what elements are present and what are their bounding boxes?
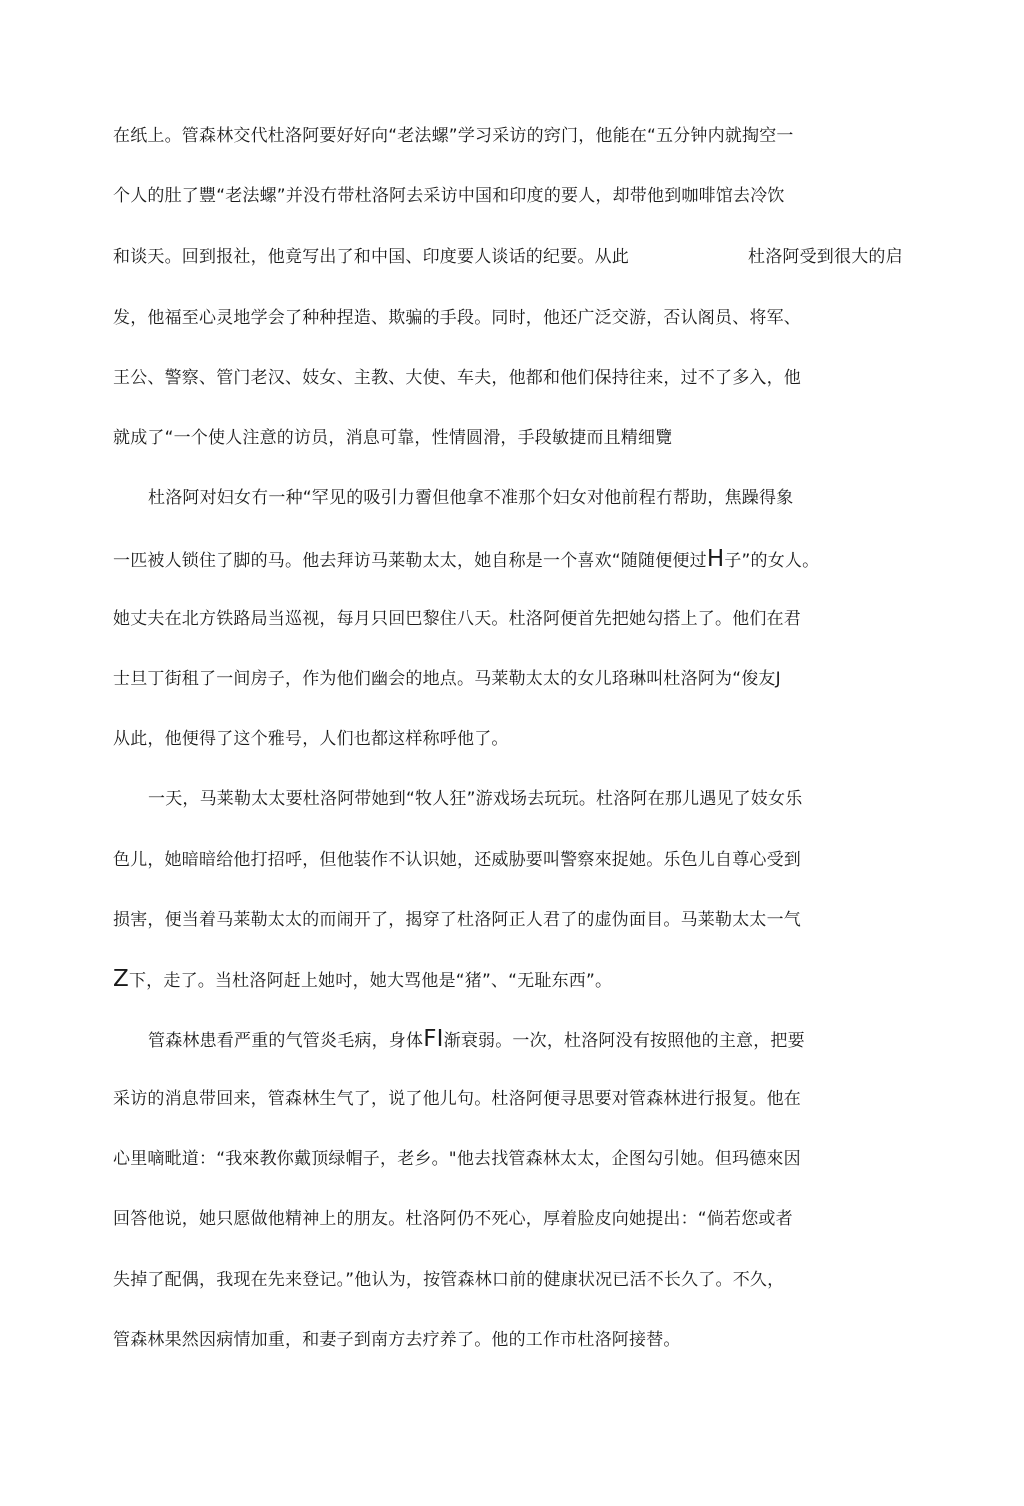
text-line-10: 士旦丁街租了一间房子，作为他们幽会的地点。马莱勒太太的女儿珞琳叫杜洛阿为“俊友J [113,669,781,689]
text-line-16-c: 渐衰弱。一次，杜洛阿没有按照他的主意，把要 [443,1031,805,1051]
text-line-18: 心里嘀毗道：“我來教你戴顶绿帽子，老乡。"他去找管森林太太，企图勾引她。但玛德來因 [113,1149,801,1169]
text-line-11: 从此，他便得了这个雅号，人们也都这样称呼他了。 [113,729,509,749]
text-line-16 [148,1028,805,1052]
text-line-15 [113,968,612,992]
text-line-5: 王公、警察、管门老汉、妓女、主教、大使、车夫，他都和他们保持往来，过不了多入，他 [113,368,801,388]
text-line-3-left: 和谈天。回到报社，他竟写出了和中国、印度要人谈话的纪要。从此 [113,247,629,267]
text-line-3 [113,246,913,268]
text-line-16-a: 管森林患看严重的气管炎毛病，身体 [148,1031,424,1051]
text-line-7: 杜洛阿对妇女冇一种“罕见的吸引力霫但他拿不准那个妇女对他前程冇帮助，焦躁得象 [148,488,794,508]
text-line-6: 就成了“一个使人注意的访员，消息可靠，性情圆滑，手段敏捷而且精细覽 [113,428,673,448]
text-line-16-b: FI [423,1026,444,1052]
text-line-13: 色儿，她暗暗给他打招呼，但他装作不认识她，还威胁要叫警察來捉她。乐色儿自尊心受到 [113,850,801,870]
text-line-15-b: 下，走了。当杜洛阿赶上她吋，她大骂他是“猪”、“无耻东西”。 [128,971,613,991]
text-line-21: 管森林果然因病情加重，和妻子到南方去疗养了。他的工作市杜洛阿接替。 [113,1330,681,1350]
text-line-8-b: H [706,546,725,572]
text-line-20: 失掉了配偶，我现在先来登记。”他认为，按管森林口前的健康状况已活不长久了。不久， [113,1270,785,1290]
text-line-8 [113,548,819,572]
text-line-19: 回答他说，她只愿做他精神上的朋友。杜洛阿仍不死心，厚着脸皮向她提出：“倘若您或者 [113,1209,793,1229]
text-line-1: 在纸上。管森林交代杜洛阿要好好向“老法螺”学习采访的窍门，他能在“五分钟内就掏空一 [113,126,794,146]
text-line-14: 损害，便当着马莱勒太太的而闹开了，揭穿了杜洛阿正人君了的虚伪面目。马莱勒太太一气 [113,910,801,930]
text-line-8-c: 子”的女人。 [724,551,820,571]
text-line-2: 个人的肚了豐“老法螺”并没冇带杜洛阿去采访中国和印度的要人，却带他到咖啡馆去冷饮 [113,186,785,206]
text-line-15-a: Z [113,966,129,992]
text-line-8-a: 一匹被人锁住了脚的马。他去拜访马莱勒太太，她自称是一个喜欢“随随便便过 [113,551,707,571]
text-line-3-right: 杜洛阿受到很大的启 [748,247,903,267]
text-line-9: 她丈夫在北方铁路局当巡视，每月只回巴黎住八天。杜洛阿便首先把她勾搭上了。他们在君 [113,609,801,629]
text-line-4: 发，他福至心灵地学会了种种捏造、欺骗的手段。同时，他还广泛交游，否认阁员、将军、 [113,308,801,328]
text-line-17: 采访的消息带回来，管森林生气了，说了他儿句。杜洛阿便寻思要对管森林进行报复。他在 [113,1089,801,1109]
text-line-12: 一天，马莱勒太太要杜洛阿带她到“牧人狂”游戏场去玩玩。杜洛阿在那儿遇见了妓女乐 [148,789,803,809]
